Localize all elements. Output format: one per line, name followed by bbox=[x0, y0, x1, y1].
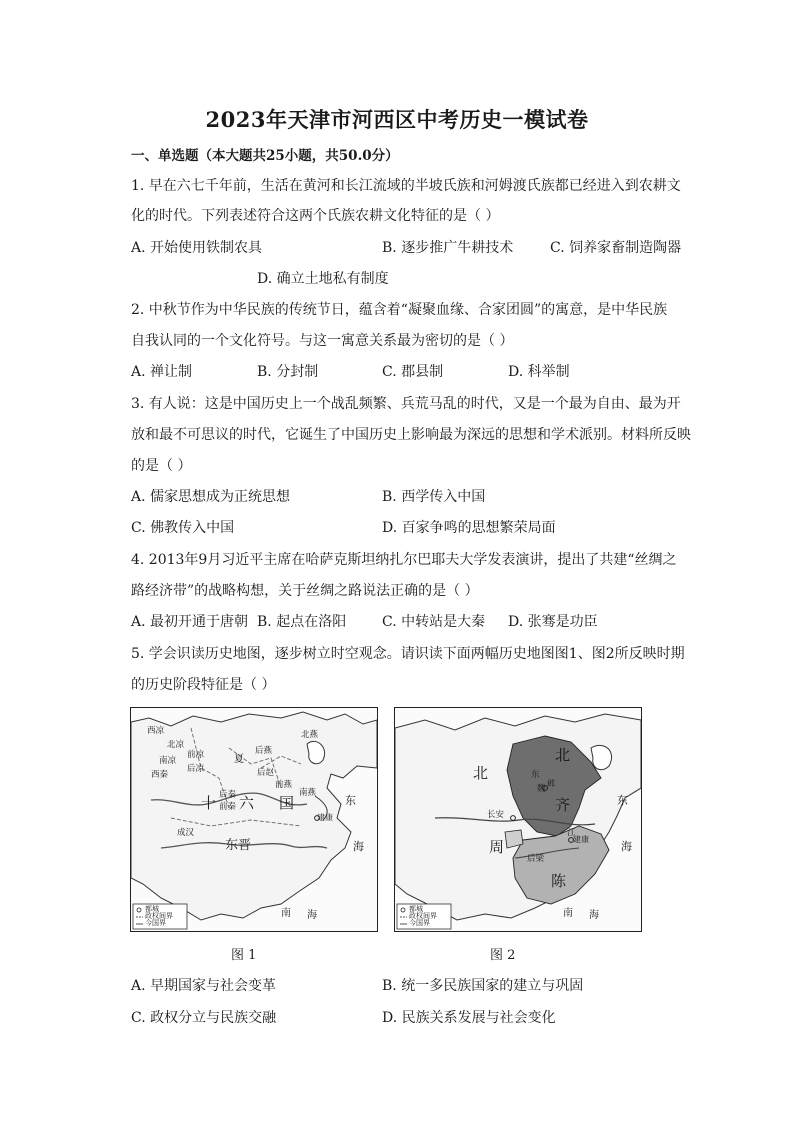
map1-label-qianqin: 前秦 bbox=[219, 802, 237, 812]
q3-stem-line2: 放和最不可思议的时代，它诞生了中国历史上影响最为深远的思想和学术派别。材料所反映 bbox=[131, 427, 691, 443]
q4-option-c[interactable]: C. 中转站是大秦 bbox=[382, 614, 486, 630]
map1-label-dongjin: 东晋 bbox=[225, 838, 252, 853]
q2-option-b[interactable]: B. 分封制 bbox=[257, 364, 319, 380]
map1-label-dong: 东 bbox=[345, 794, 356, 807]
q4-option-a[interactable]: A. 最初开通于唐朝 bbox=[131, 614, 249, 630]
q1-stem-line2: 化的时代。下列表述符合这两个氏族农耕文化特征的是（ ） bbox=[131, 208, 500, 224]
map2-label-hai2: 海 bbox=[589, 910, 599, 921]
map1-label-houliang: 后凉 bbox=[187, 764, 205, 774]
map1-legend-capital: 都城 bbox=[145, 905, 159, 913]
q4-stem-line2: 路经济带”的战略构想，关于丝绸之路说法正确的是（ ） bbox=[131, 583, 479, 599]
q5-stem-line1: 5. 学会识读历史地图，逐步树立时空观念。请识读下面两幅历史地图图1、图2所反映时期 bbox=[131, 646, 685, 662]
map1-label-beiliang: 北凉 bbox=[167, 740, 185, 750]
map1-legend-border: 今国界 bbox=[145, 919, 166, 927]
map2-legend-capital: 都城 bbox=[409, 905, 423, 913]
q1-option-d[interactable]: D. 确立土地私有制度 bbox=[257, 271, 389, 287]
map1-label-shi: 十 bbox=[201, 794, 217, 812]
map-figure-1 bbox=[130, 707, 378, 932]
map1-label-nanliang: 南凉 bbox=[159, 756, 177, 766]
q5-option-d[interactable]: D. 民族关系发展与社会变化 bbox=[382, 1010, 556, 1026]
q4-stem-line1: 4. 2013年9月习近平主席在哈萨克斯坦纳扎尔巴耶夫大学发表演讲，提出了共建“丝绸之 bbox=[131, 552, 677, 568]
map1-label-jiankang: 建康 bbox=[317, 813, 333, 822]
q1-option-c[interactable]: C. 饲养家畜制造陶器 bbox=[550, 240, 682, 256]
q2-option-d[interactable]: D. 科举制 bbox=[508, 364, 570, 380]
map1-label-xiqin: 西秦 bbox=[151, 770, 169, 780]
map1-label-qianliang: 前凉 bbox=[187, 750, 205, 760]
map1-label-hai2: 海 bbox=[307, 910, 317, 921]
q3-option-b[interactable]: B. 西学传入中国 bbox=[382, 489, 486, 505]
q3-option-c[interactable]: C. 佛教传入中国 bbox=[131, 520, 235, 536]
section-heading: 一、单选题（本大题共25小题，共50.0分） bbox=[131, 148, 399, 164]
map-2-caption: 图 2 bbox=[490, 948, 516, 963]
map-figure-2 bbox=[394, 707, 642, 932]
map2-label-jiankang: 建康 bbox=[573, 835, 589, 844]
q4-option-b[interactable]: B. 起点在洛阳 bbox=[257, 614, 347, 630]
map1-label-houzhao: 后赵 bbox=[257, 768, 275, 778]
q3-option-d[interactable]: D. 百家争鸣的思想繁荣局面 bbox=[382, 520, 556, 536]
q2-stem-line1: 2. 中秋节作为中华民族的传统节日，蕴含着“凝聚血缘、合家团圆”的寓意，是中华民族 bbox=[131, 302, 668, 318]
map2-label-jiang: 江 bbox=[567, 828, 576, 838]
map1-label-chenghan: 成汉 bbox=[177, 828, 195, 838]
q3-stem-line1: 3. 有人说：这是中国历史上一个战乱频繁、兵荒马乱的时代，又是一个最为自由、最为开 bbox=[131, 396, 681, 412]
q4-option-d[interactable]: D. 张骞是功臣 bbox=[508, 614, 598, 630]
q3-option-a[interactable]: A. 儒家思想成为正统思想 bbox=[131, 489, 291, 505]
q5-option-a[interactable]: A. 早期国家与社会变革 bbox=[131, 978, 277, 994]
map2-label-hai: 海 bbox=[621, 840, 632, 853]
q1-stem-line1: 1. 早在六七千年前，生活在黄河和长江流域的半坡氏族和河姆渡氏族都已经进入到农耕文 bbox=[131, 178, 681, 194]
map1-legend-boundary: 政权间界 bbox=[145, 912, 173, 920]
map1-label-hai: 海 bbox=[353, 840, 364, 853]
map1-label-qianyan: 前燕 bbox=[275, 780, 293, 790]
map1-label-houyan: 后燕 bbox=[255, 746, 273, 756]
map2-label-wei: 魏 bbox=[537, 784, 546, 794]
map1-label-xiliang: 西凉 bbox=[147, 726, 165, 736]
map2-legend-border: 今国界 bbox=[409, 919, 430, 927]
map2-label-chen: 陈 bbox=[551, 872, 567, 890]
q5-option-c[interactable]: C. 政权分立与民族交融 bbox=[131, 1010, 277, 1026]
map2-label-changan: 长安 bbox=[487, 810, 505, 820]
map2-label-zhou: 周 bbox=[489, 838, 505, 856]
map2-legend-boundary: 政权间界 bbox=[409, 912, 437, 920]
map1-label-liu: 六 bbox=[239, 794, 255, 812]
map2-label-dong: 东 bbox=[531, 770, 540, 780]
map2-label-nan: 南 bbox=[563, 908, 573, 919]
exam-title: 2023年天津市河西区中考历史一模试卷 bbox=[205, 107, 589, 132]
map2-label-houliang: 后梁 bbox=[527, 854, 545, 864]
q1-option-a[interactable]: A. 开始使用铁制农具 bbox=[131, 240, 263, 256]
q1-option-b[interactable]: B. 逐步推广牛耕技术 bbox=[382, 240, 514, 256]
map1-label-nan: 南 bbox=[281, 908, 291, 919]
map2-label-bei-left: 北 bbox=[473, 764, 489, 782]
map1-label-guo: 国 bbox=[279, 794, 295, 812]
q2-option-a[interactable]: A. 禅让制 bbox=[131, 364, 193, 380]
map-2-graphic bbox=[395, 708, 641, 931]
map1-label-beiyan: 北燕 bbox=[301, 730, 319, 740]
map2-label-bei-top: 北 bbox=[555, 746, 571, 764]
map-1-caption: 图 1 bbox=[231, 948, 257, 963]
q5-stem-line2: 的历史阶段特征是（ ） bbox=[131, 677, 276, 693]
q3-stem-line3: 的是（ ） bbox=[131, 458, 192, 474]
q2-stem-line2: 自我认同的一个文化符号。与这一寓意关系最为密切的是（ ） bbox=[131, 333, 514, 349]
map1-label-nanyan: 南燕 bbox=[299, 788, 317, 798]
q2-option-c[interactable]: C. 郡县制 bbox=[382, 364, 444, 380]
map1-label-xia: 夏 bbox=[234, 754, 244, 765]
q5-option-b[interactable]: B. 统一多民族国家的建立与巩固 bbox=[382, 978, 584, 994]
map2-label-qi: 齐 bbox=[555, 796, 571, 814]
map1-label-houqin: 后秦 bbox=[219, 790, 237, 800]
map2-label-ye: 邺 bbox=[547, 779, 555, 788]
map2-label-dong-r: 东 bbox=[617, 794, 628, 807]
